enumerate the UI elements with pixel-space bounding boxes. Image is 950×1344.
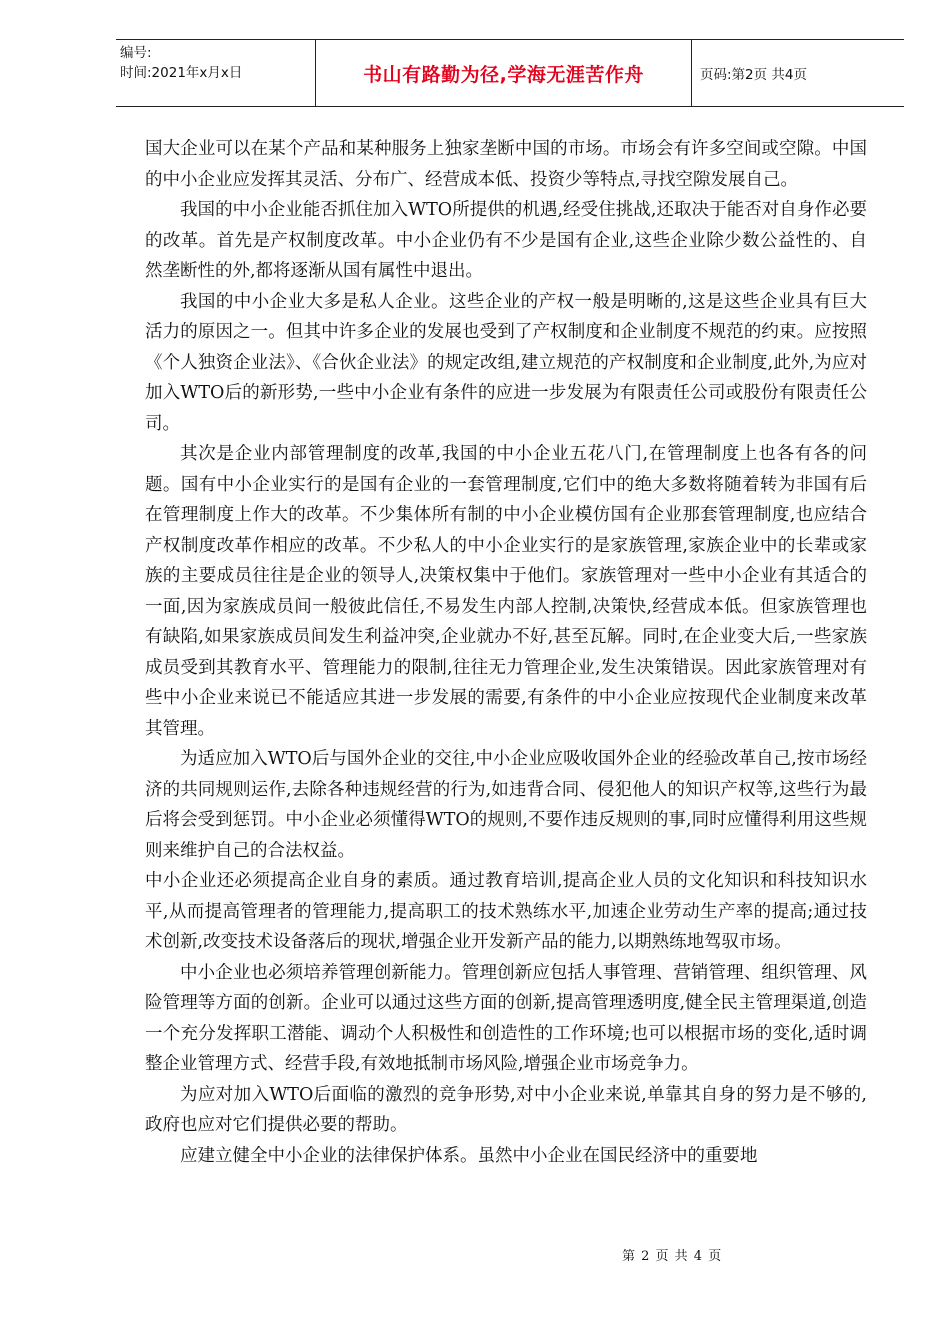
- body-paragraph: 应建立健全中小企业的法律保护体系。虽然中小企业在国民经济中的重要地: [180, 1145, 758, 1166]
- body-paragraph: 其次是企业内部管理制度的改革,我国的中小企业五花八门,在管理制度上也各有各的问题。国有中小企业实行的是国有企业的一套管理制度,它们中的绝大多数将随着转为非国有后在管理制度上作大的改革。不少集体所有制的中小企业模仿国有企业那套管理制度,也应结合产权制度改革作相应的改革。不少私人的中小企业实行的是家族管理,家族企业中的长辈或家族的主要成员往往是企业的领导人,决策权集中于他们。家族管理对一些中小企业有其适合的一面,因为家族成员间一般彼此信任,不易发生内部人控制,决策快,经营成本低。但家族管理也有缺陷,如果家族成员间发生利益冲突,企业就办不好,甚至瓦解。同时,在企业变大后,一些家族成员受到其教育水平、管理能力的限制,往往无力管理企业,发生决策错误。因此家族管理对有些中小企业来说已不能适应其进一步发展的需要,有条件的中小企业应按现代企业制度来改革其管理。: [145, 444, 867, 739]
- body-paragraph: 中小企业也必须培养管理创新能力。管理创新应包括人事管理、营销管理、组织管理、风险管理等方面的创新。企业可以通过这些方面的创新,提高管理透明度,健全民主管理渠道,创造一个充分发挥职工潜能、调动个人积极性和创造性的工作环境;也可以根据市场的变化,适时调整企业管理方式、经营手段,有效地抵制市场风险,增强企业市场竞争力。: [145, 962, 867, 1074]
- document-number-label: 编号:: [120, 45, 152, 61]
- header-meta-cell: [116, 40, 316, 106]
- body-paragraph: 中小企业还必须提高企业自身的素质。通过教育培训,提高企业人员的文化知识和科技知识水平,从而提高管理者的管理能力,提高职工的技术熟练水平,加速企业劳动生产率的提高;通过技术创新,改变技术设备落后的现状,增强企业开发新产品的能力,以期熟练地驾驭市场。: [145, 871, 867, 952]
- header-motto: 书山有路勤为径,学海无涯苦作舟: [316, 40, 692, 106]
- body-paragraph: 为应对加入WTO后面临的激烈的竞争形势,对中小企业来说,单靠其自身的努力是不够的,政府也应对它们提供必要的帮助。: [145, 1084, 867, 1135]
- body-paragraph: 为适应加入WTO后与国外企业的交往,中小企业应吸收国外企业的经验改革自己,按市场经济的共同规则运作,去除各种违规经营的行为,如违背合同、侵犯他人的知识产权等,这些行为最后将会受到惩罚。中小企业必须懂得WTO的规则,不要作违反规则的事,同时应懂得利用这些规则来维护自己的合法权益。: [145, 749, 867, 861]
- body-paragraph: 我国的中小企业能否抓住加入WTO所提供的机遇,经受住挑战,还取决于能否对自身作必要的改革。首先是产权制度改革。中小企业仍有不少是国有企业,这些企业除少数公益性的、自然垄断性的外,都将逐渐从国有属性中退出。: [145, 200, 867, 281]
- document-body: [145, 134, 867, 1171]
- document-header: [116, 39, 904, 107]
- header-page-number: 页码:第2页 共4页: [700, 67, 808, 83]
- body-paragraph: 我国的中小企业大多是私人企业。这些企业的产权一般是明晰的,这是这些企业具有巨大活力的原因之一。但其中许多企业的发展也受到了产权制度和企业制度不规范的约束。应按照《个人独资企业法》、《合伙企业法》的规定改组,建立规范的产权制度和企业制度,此外,为应对加入WTO后的新形势,一些中小企业有条件的应进一步发展为有限责任公司或股份有限责任公司。: [145, 291, 867, 434]
- body-paragraph: 国大企业可以在某个产品和某种服务上独家垄断中国的市场。市场会有许多空间或空隙。中国的中小企业应发挥其灵活、分布广、经营成本低、投资少等特点,寻找空隙发展自己。: [145, 139, 867, 190]
- document-time-label: 时间:2021年x月x日: [120, 65, 243, 81]
- page-footer: 第 2 页 共 4 页: [622, 1249, 723, 1264]
